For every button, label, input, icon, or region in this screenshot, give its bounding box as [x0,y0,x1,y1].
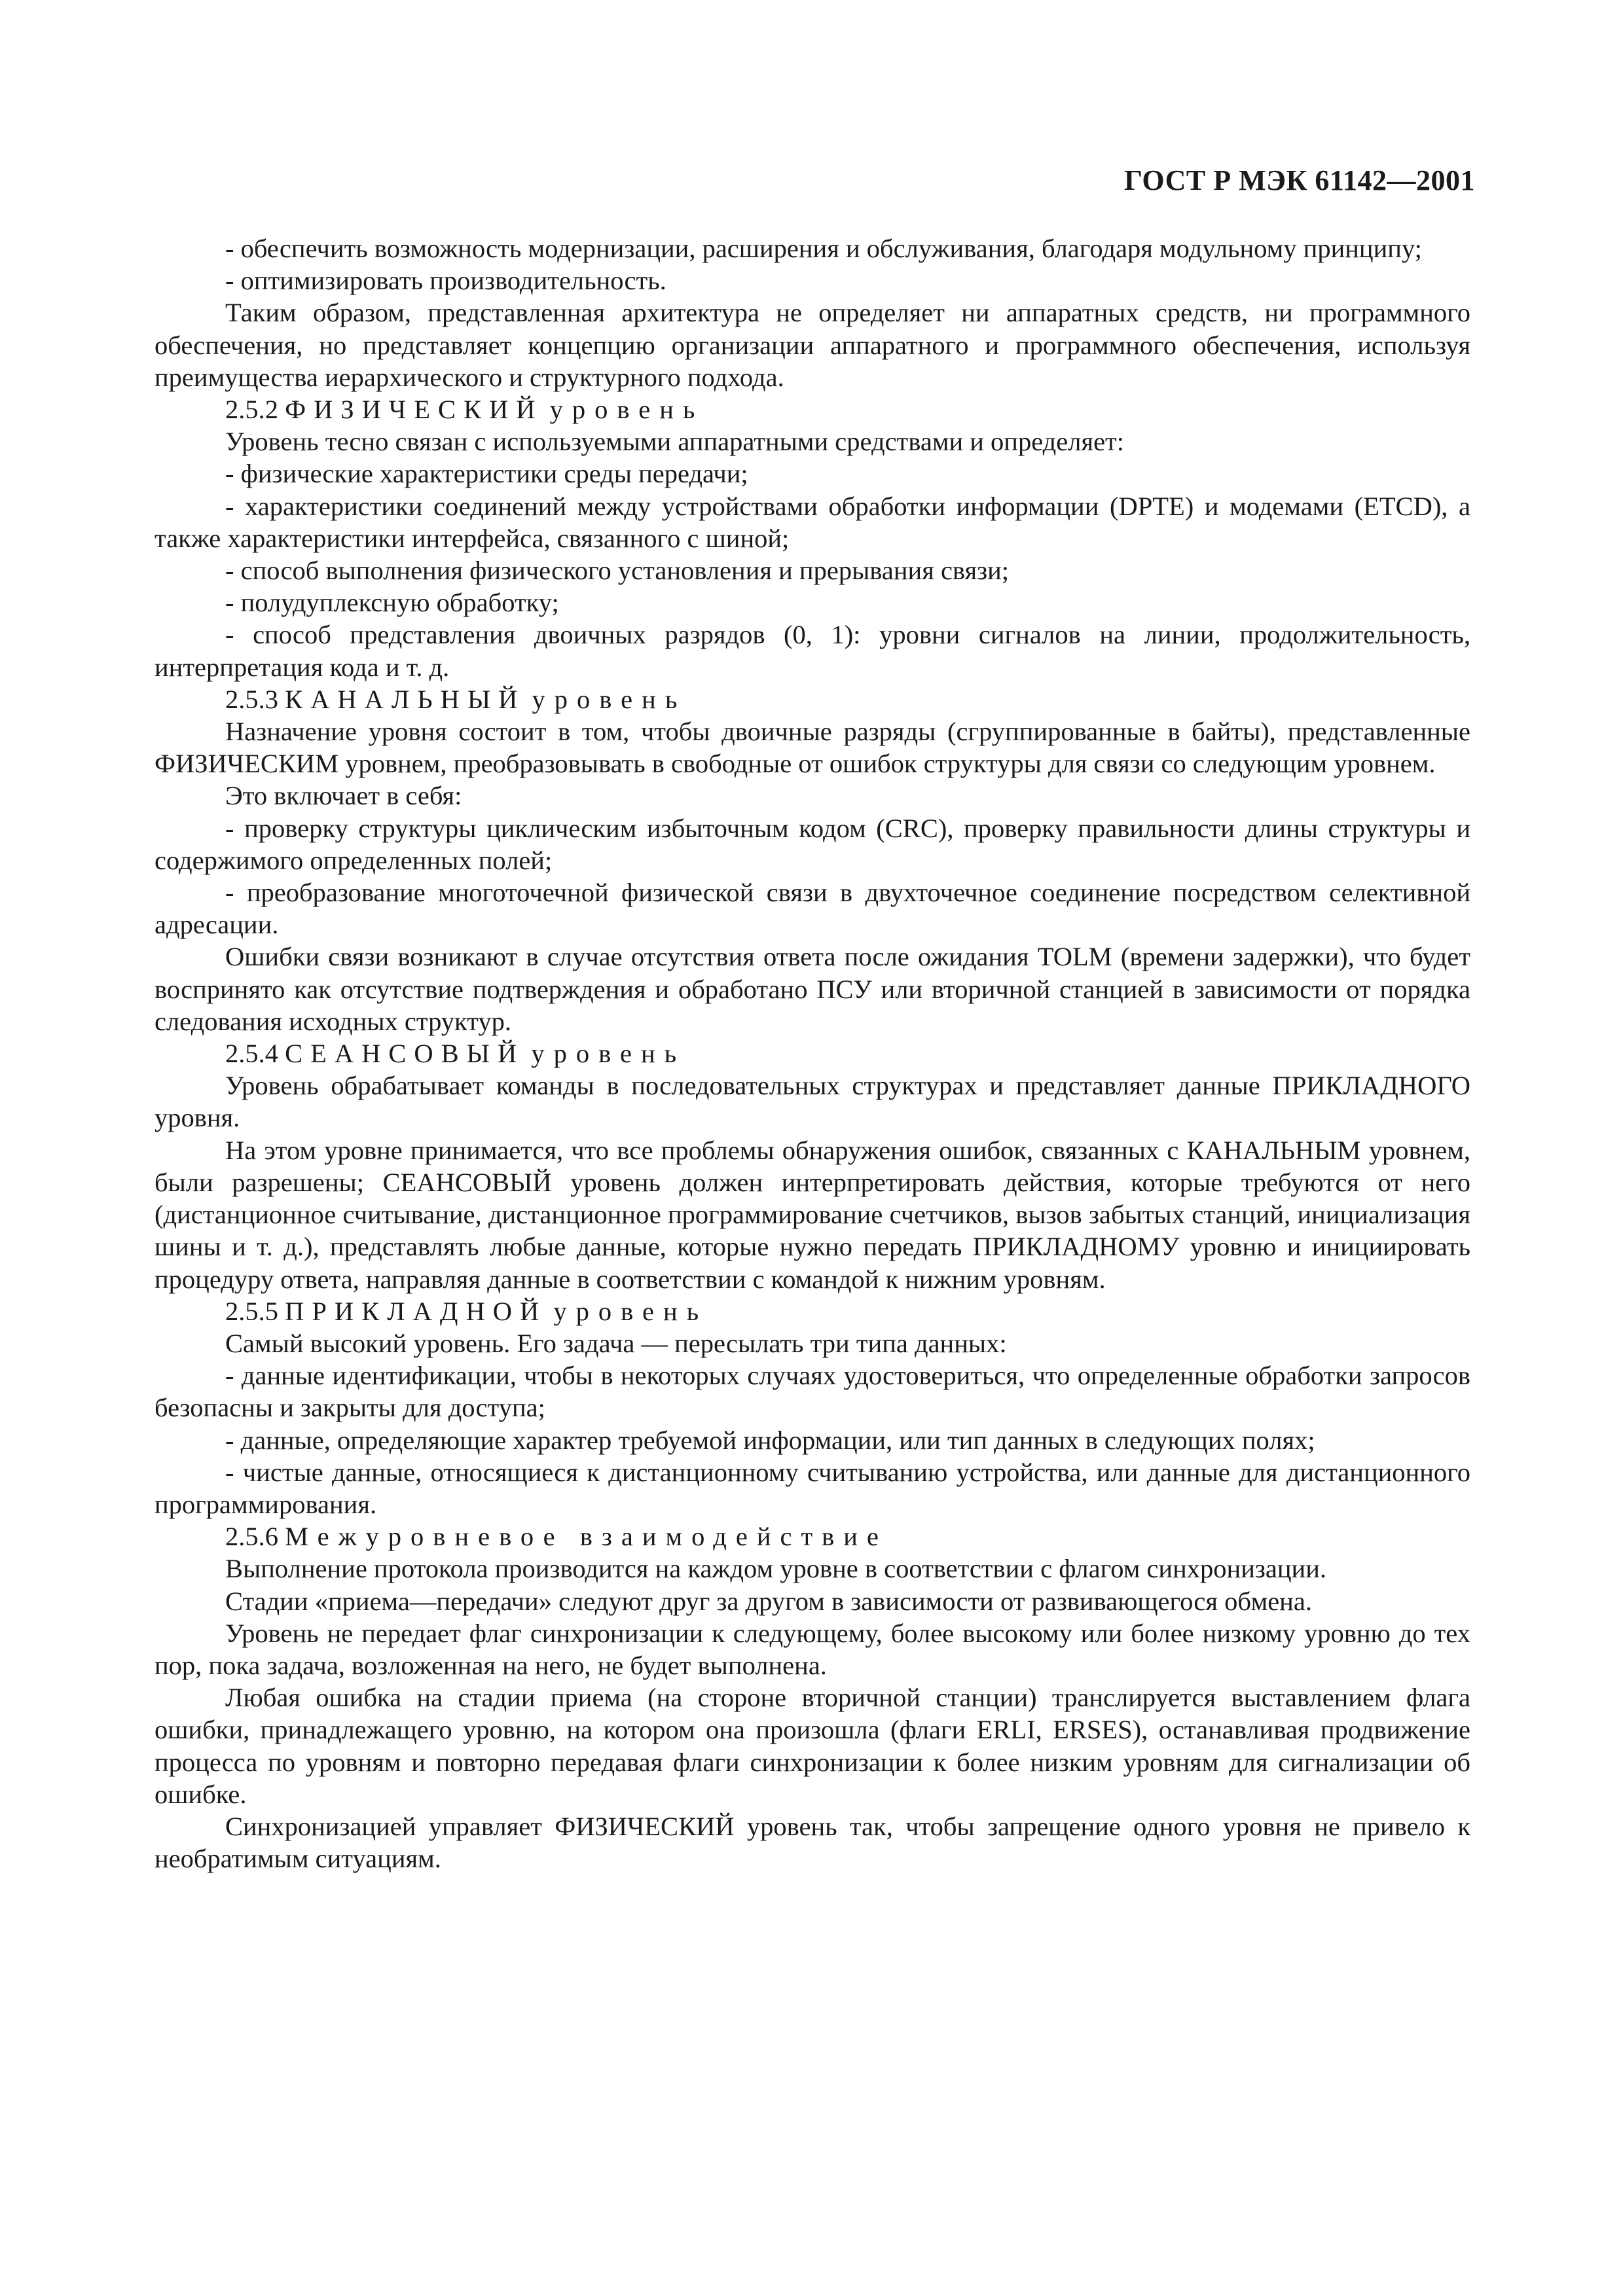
paragraph: - способ выполнения физического установления и прерывания связи; [225,556,1010,586]
section-heading-2-5-4 [155,1037,1470,1069]
section-title: ФИЗИЧЕСКИЙ [285,395,543,425]
section-subtitle: уровень [531,1039,686,1069]
paragraph: - полудуплексную обработку; [225,588,559,618]
paragraph: Уровень не передает флаг синхронизации к следующему, более высокому или более низкому уровню до тех пор, пока задача, возложенная на него, не будет выполнена. [155,1618,1470,1680]
paragraph: - данные идентификации, чтобы в некоторых случаях удостовериться, что определенные обработки запросов безопасны и закрыты для доступа; [155,1361,1470,1423]
paragraph: Уровень тесно связан с используемыми аппаратными средствами и определяет: [225,427,1125,457]
paragraph: - чистые данные, относящиеся к дистанционному считыванию устройства, или данные для дистанционного программирования. [155,1457,1470,1519]
section-subtitle: уровень [532,684,687,714]
paragraph: Синхронизацией управляет ФИЗИЧЕСКИЙ уровень так, чтобы запрещение одного уровня не привело к необратимым ситуациям. [155,1811,1470,1874]
section-subtitle: уровень [553,1296,708,1326]
paragraph: - обеспечить возможность модернизации, расширения и обслуживания, благодаря модульному принципу; [225,234,1422,263]
section-subtitle: уровень [549,395,704,425]
paragraph: На этом уровне принимается, что все проблемы обнаружения ошибок, связанных с КАНАЛЬНЫМ уровнем, были разрешены; СЕАНСОВЫЙ уровень должен интерпретировать действия, которые требуются от него (дистанционное считывание, дистанционное программирование счетчиков, вызов забытых станций, инициализация шины и т. д.), представлять любые данные, которые нужно передать ПРИКЛАДНОМУ уровню и инициировать процедуру ответа, направляя данные в соответствии с командой к нижним уровням. [155,1135,1470,1294]
section-heading-2-5-3 [155,683,1470,715]
paragraph: Самый высокий уровень. Его задача — пересылать три типа данных: [225,1328,1007,1358]
section-heading-2-5-6 [155,1520,1470,1552]
section-title: КАНАЛЬНЫЙ [285,684,526,714]
paragraph: Это включает в себя: [225,781,462,811]
section-heading-2-5-5 [155,1295,1470,1327]
section-title: Межуровневое взаимодействие [285,1522,888,1552]
section-number: 2.5.3 [225,684,278,714]
paragraph: - проверку структуры циклическим избыточным кодом (CRC), проверку правильности длины структуры и содержимого определенных полей; [155,813,1470,875]
paragraph: Любая ошибка на стадии приема (на стороне вторичной станции) транслируется выставлением флага ошибки, принадлежащего уровню, на котором она произошла (флаги ERLI, ERSES), останавливая продвижение процесса по уровням и повторно передавая флаги синхронизации к более низким уровням для сигнализации об ошибке. [155,1683,1470,1809]
paragraph: - преобразование многоточечной физической связи в двухточечное соединение посредством селективной адресации. [155,878,1470,940]
paragraph: - данные, определяющие характер требуемой информации, или тип данных в следующих полях; [225,1425,1315,1455]
document-body [155,232,1470,1874]
paragraph: - оптимизировать производительность. [225,266,666,296]
section-number: 2.5.4 [225,1039,278,1069]
paragraph: - характеристики соединений между устройствами обработки информации (DPTE) и модемами (ETCD), а также характеристики интерфейса, связанного с шиной; [155,491,1470,553]
paragraph: - способ представления двоичных разрядов (0, 1): уровни сигналов на линии, продолжительность, интерпретация кода и т. д. [155,620,1470,682]
paragraph: Стадии «приема—передачи» следуют друг за другом в зависимости от развивающегося обмена. [225,1586,1312,1616]
paragraph: - физические характеристики среды передачи; [225,459,748,489]
page-header-standard-id: ГОСТ Р МЭК 61142—2001 [1123,164,1475,196]
section-title: ПРИКЛАДНОЙ [285,1296,547,1326]
paragraph: Ошибки связи возникают в случае отсутствия ответа после ожидания TOLM (времени задержки), что будет воспринято как отсутствие подтверждения и обработано ПСУ или вторичной станцией в зависимости от порядка следования исходных структур. [155,942,1470,1036]
paragraph: Назначение уровня состоит в том, чтобы двоичные разряды (сгруппированные в байты), представленные ФИЗИЧЕСКИМ уровнем, преобразовывать в свободные от ошибок структуры для связи со следующим уровнем. [155,717,1470,779]
paragraph: Выполнение протокола производится на каждом уровне в соответствии с флагом синхронизации. [225,1554,1326,1584]
section-title: СЕАНСОВЫЙ [285,1039,525,1069]
paragraph: Уровень обрабатывает команды в последовательных структурах и представляет данные ПРИКЛАДНОГО уровня. [155,1071,1470,1133]
paragraph: Таким образом, представленная архитектура не определяет ни аппаратных средств, ни программного обеспечения, но представляет концепцию организации аппаратного и программного обеспечения, используя преимущества иерархического и структурного подхода. [155,298,1470,392]
section-number: 2.5.6 [225,1522,278,1552]
section-heading-2-5-2 [155,393,1470,425]
section-number: 2.5.5 [225,1296,278,1326]
section-number: 2.5.2 [225,395,278,425]
